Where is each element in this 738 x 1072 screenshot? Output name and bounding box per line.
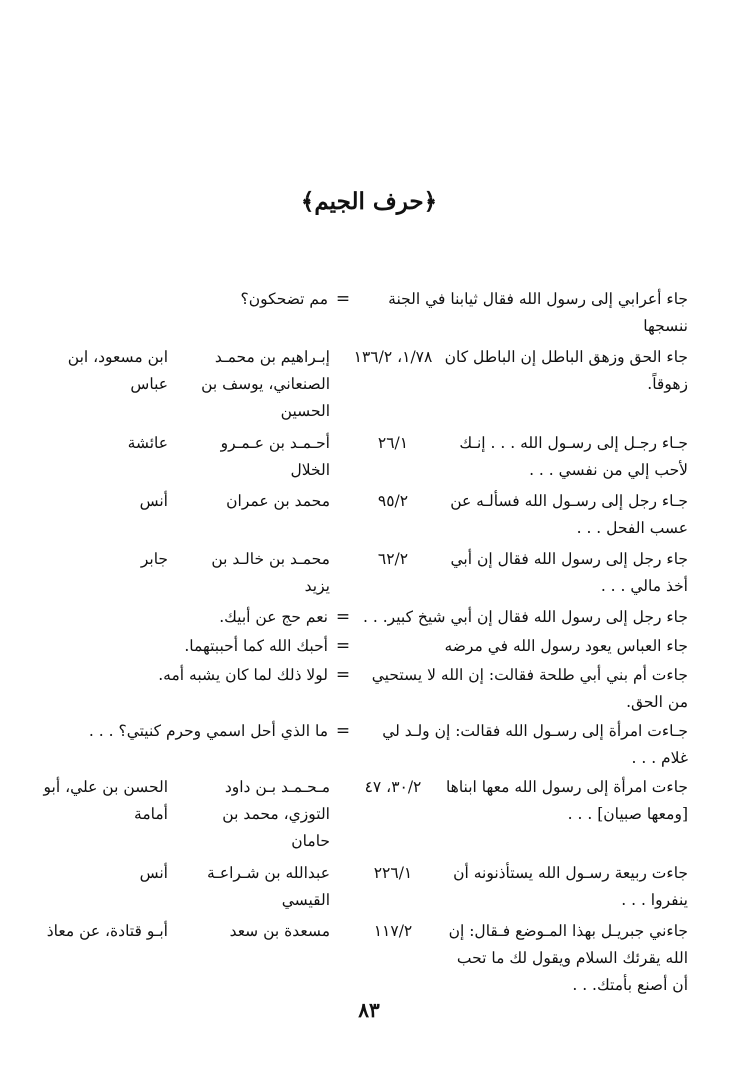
hadith-text: جـاء رجل إلى رسـول الله فسألـه عن عسب الفحل . . . [450,492,688,537]
hadith-continuation: نعم حج عن أبيك. [219,608,328,626]
page-number: ٨٣ [358,998,380,1022]
entry-row [28,860,688,916]
volume-page-ref: ٦٢/٢ [377,550,409,568]
entries-list [28,286,688,1004]
companion: أبـو قتادة، عن معاذ [46,922,168,940]
volume-page-ref: ٢٦/١ [377,434,409,452]
volume-page-ref: ١/٧٨، ١٣٦/٢ [353,348,433,366]
companion: عائشة [127,434,168,452]
volume-page-ref: ٩٥/٢ [377,492,409,510]
volume-page-ref: ١١٧/٢ [373,922,413,940]
hadith-text: جاء أعرابي إلى رسول الله فقال ثيابنا في الجنة ننسجها [388,290,688,335]
hadith-text: جاء رجل إلى رسول الله فقال إن أبي أخذ مالي . . . [450,550,688,595]
hadith-text: جاءني جبريـل بهذا المـوضع فـقال: إن الله يقرئك السلام ويقول لك ما تحب أن أصنع بأمتك. . . [448,922,688,994]
hadith-continuation: لولا ذلك لما كان يشبه أمه. [158,666,328,684]
same-marker: = [335,665,351,685]
hadith-continuation: ما الذي أحل اسمي وحرم كنيتي؟ . . . [88,722,328,740]
companion: ابن مسعود، ابن عباس [67,348,168,393]
section-heading: ﴿حرف الجيم﴾ [300,188,438,215]
hadith-text: جاء العباس يعود رسول الله في مرضه [444,637,688,655]
volume-page-ref: ٢٢٦/١ [373,864,413,882]
companion: جابر [140,550,168,568]
hadith-text: جـاءت امرأة إلى رسـول الله فقالت: إن ولـد لي غلام . . . [382,722,688,767]
same-marker: = [335,607,351,627]
entry-row [28,662,688,716]
entry-row [28,718,688,772]
hadith-text: جاء رجل إلى رسول الله فقال إن أبي شيخ كبير. . . [363,608,688,626]
narrator: عبدالله بن شـراعـة القيسي [207,864,330,909]
same-marker: = [335,636,351,656]
narrator: مـحـمـد بـن داود التوزي، محمد بن حامان [222,778,330,850]
hadith-continuation: أحبك الله كما أحببتهما. [184,637,328,655]
hadith-continuation: مم تضحكون؟ [240,290,328,308]
entry-row [28,286,688,342]
same-marker: = [335,289,351,309]
entry-row [28,344,688,428]
hadith-text: جاءت ربيعة رسـول الله يستأذنونه أن ينفروا . . . [453,864,688,909]
same-marker: = [335,721,351,741]
narrator: محمد بن عمران [226,492,330,510]
entry-row [28,604,688,631]
volume-page-ref: ٣٠/٢، ٤٧ [364,778,422,796]
companion: أنس [139,864,168,882]
entry-row [28,918,688,1002]
narrator: أحـمـد بن عـمـرو الخلال [220,434,330,479]
hadith-text: جاء الحق وزهق الباطل إن الباطل كان زهوقاً. [444,348,688,393]
entry-row [28,488,688,544]
companion: أنس [139,492,168,510]
hadith-text: جـاء رجـل إلى رسـول الله . . . إنـك لأحب إلي من نفسي . . . [459,434,688,479]
entry-row [28,546,688,602]
entry-row [28,774,688,858]
hadith-text: جاءت أم بني أبي طلحة فقالت: إن الله لا يستحيي من الحق. [371,666,688,711]
narrator: محمـد بن خالـد بن يزيد [211,550,330,595]
hadith-text: جاءت امرأة إلى رسول الله معها ابناها [ومعها صبيان] . . . [445,778,688,823]
narrator: إبـراهيم بن محمـد الصنعاني، يوسف بن الحسين [201,348,330,420]
narrator: مسعدة بن سعد [229,922,330,940]
companion: الحسن بن علي، أبو أمامة [43,778,168,823]
entry-row [28,633,688,660]
entry-row [28,430,688,486]
